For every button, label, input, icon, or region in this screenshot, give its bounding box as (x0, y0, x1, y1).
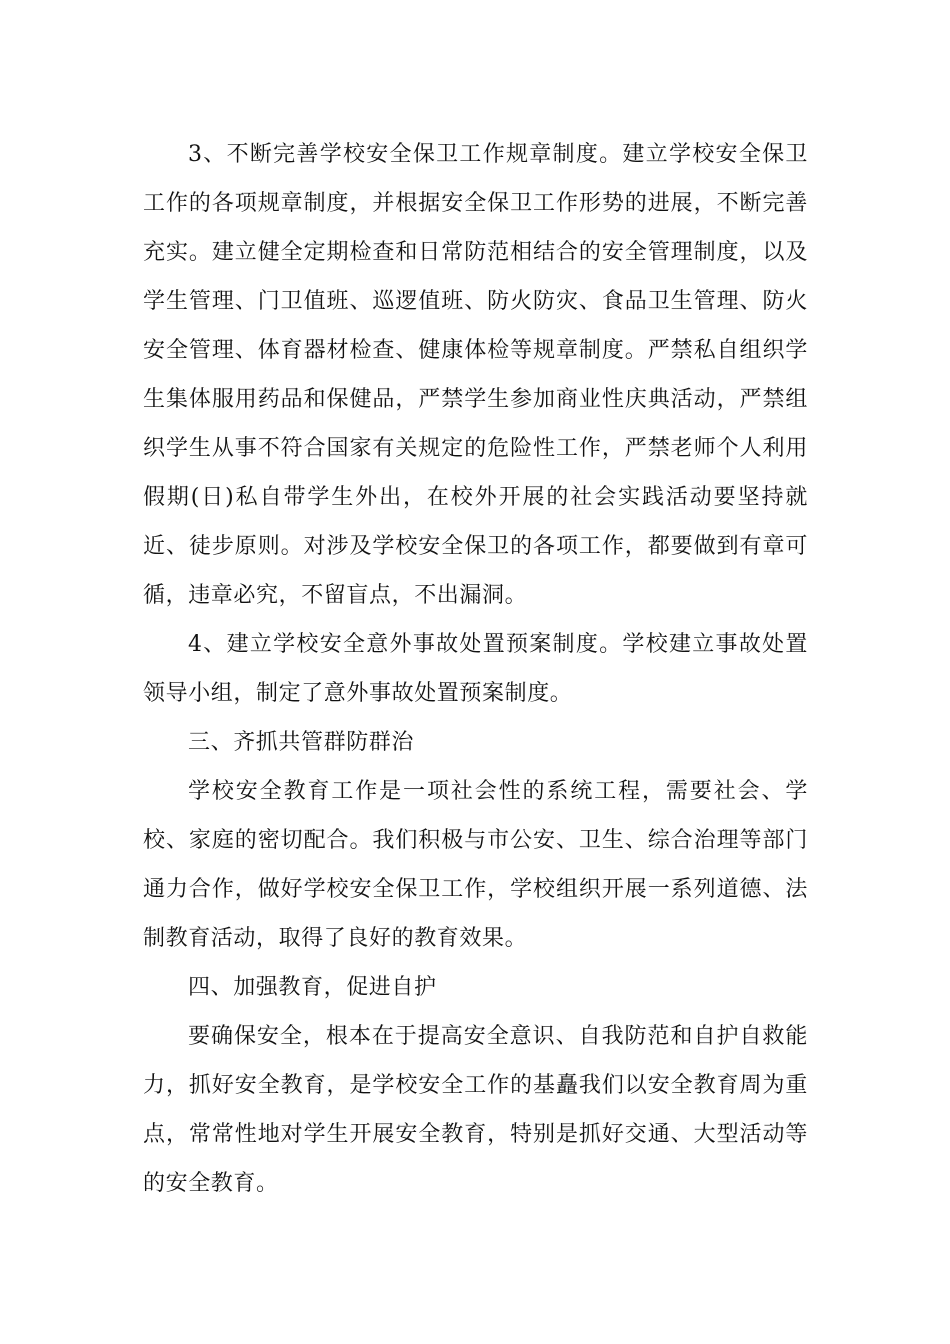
paragraph-safety-education: 要确保安全，根本在于提高安全意识、自我防范和自护自救能力，抓好安全教育，是学校安全工作的基矗我们以安全教育周为重点，常常性地对学生开展安全教育，特别是抓好交通、大型活动等的安全教育。 (143, 1024, 808, 1196)
paragraph-accident-plan: 4、建立学校安全意外事故处置预案制度。学校建立事故处置领导小组，制定了意外事故处置预案制度。 (143, 632, 808, 706)
paragraph-rules-system: 3、不断完善学校安全保卫工作规章制度。建立学校安全保卫工作的各项规章制度，并根据安全保卫工作形势的进展，不断完善充实。建立健全定期检查和日常防范相结合的安全管理制度，以及学生管理、门卫值班、巡逻值班、防火防灾、食品卫生管理、防火安全管理、体育器材检查、健康体检等规章制度。严禁私自组织学生集体服用药品和保健品，严禁学生参加商业性庆典活动，严禁组织学生从事不符合国家有关规定的危险性工作，严禁老师个人利用假期(日)私自带学生外出，在校外开展的社会实践活动要坚持就近、徒步原则。对涉及学校安全保卫的各项工作，都要做到有章可循，违章必究，不留盲点，不出漏洞。 (143, 142, 808, 608)
section-heading-joint-management: 三、齐抓共管群防群治 (188, 730, 415, 755)
paragraph-social-cooperation: 学校安全教育工作是一项社会性的系统工程，需要社会、学校、家庭的密切配合。我们积极与市公安、卫生、综合治理等部门通力合作，做好学校安全保卫工作，学校组织开展一系列道德、法制教育活动，取得了良好的教育效果。 (143, 779, 808, 951)
section-heading-education: 四、加强教育，促进自护 (188, 975, 437, 1000)
document-body (143, 130, 808, 1208)
